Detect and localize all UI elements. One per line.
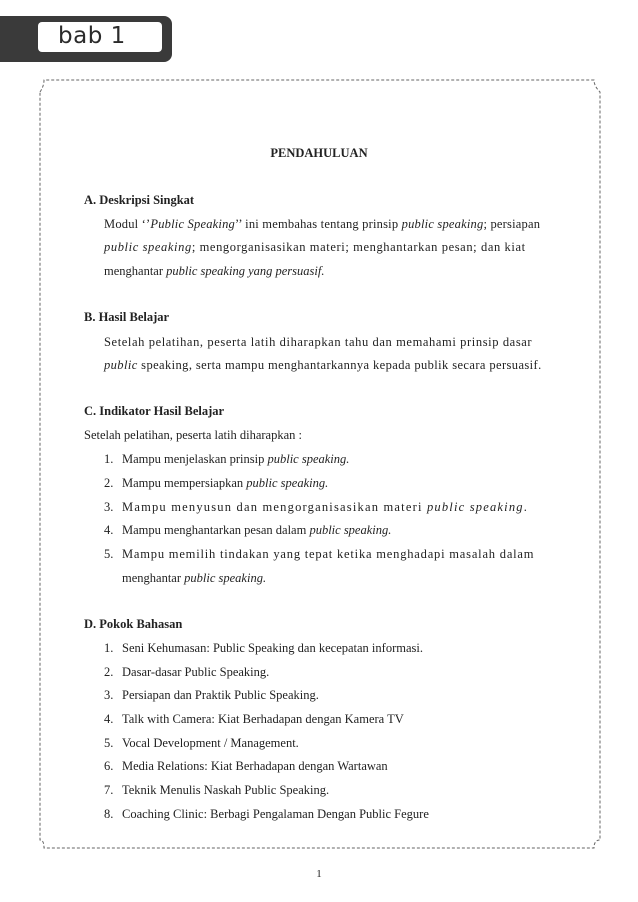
list-item-number: 6. [104,759,114,773]
list-item: Talk with Camera: Kiat Berhadapan dengan Kamera TV [122,712,404,726]
page-number: 1 [316,868,322,880]
list-item-number: 3. [104,688,114,702]
list-item-number: 4. [104,523,114,537]
list-item: Vocal Development / Management. [122,736,299,750]
section-c-heading: C. Indikator Hasil Belajar [84,404,225,418]
list-item-number: 2. [104,665,114,679]
list-item: Persiapan dan Praktik Public Speaking. [122,688,319,702]
section-c-intro: Setelah pelatihan, peserta latih diharapkan : [84,428,302,442]
list-item: Mampu menghantarkan pesan dalam public speaking. [122,523,392,537]
list-item: Mampu menyusun dan mengorganisasikan materi public speaking. [122,500,529,514]
list-item-number: 1. [104,641,114,655]
chapter-tab-label: bab 1 [58,23,126,49]
list-item: Mampu mempersiapkan public speaking. [122,476,329,490]
list-item-number: 5. [104,736,114,750]
list-item-number: 5. [104,547,114,561]
page-title: PENDAHULUAN [270,146,368,160]
section-b-line-2: public speaking, serta mampu menghantarkannya kepada publik secara persuasif. [104,358,542,372]
list-item-number: 7. [104,783,114,797]
section-d-heading: D. Pokok Bahasan [84,617,183,631]
list-item: Coaching Clinic: Berbagi Pengalaman Dengan Public Fegure [122,807,429,821]
list-item-number: 4. [104,712,114,726]
section-b-heading: B. Hasil Belajar [84,310,170,324]
list-item-continuation: menghantar public speaking. [122,571,267,585]
list-item-number: 3. [104,500,114,514]
list-item: Mampu memilih tindakan yang tepat ketika menghadapi masalah dalam [122,547,535,561]
section-b-line-1: Setelah pelatihan, peserta latih diharapkan tahu dan memahami prinsip dasar [104,335,533,349]
section-a-line-3: menghantar public speaking yang persuasif. [104,264,325,278]
list-item: Seni Kehumasan: Public Speaking dan kecepatan informasi. [122,641,423,655]
section-a-line-1: Modul ‘’Public Speaking’’ ini membahas tentang prinsip public speaking; persiapan [104,217,541,231]
list-item-number: 1. [104,452,114,466]
list-item-number: 2. [104,476,114,490]
list-item-number: 8. [104,807,114,821]
section-a-line-2: public speaking; mengorganisasikan materi; menghantarkan pesan; dan kiat [104,240,526,254]
list-item: Teknik Menulis Naskah Public Speaking. [122,783,330,797]
list-item: Mampu menjelaskan prinsip public speaking. [122,452,350,466]
section-a-heading: A. Deskripsi Singkat [84,193,195,207]
list-item: Media Relations: Kiat Berhadapan dengan Wartawan [122,759,388,773]
list-item: Dasar-dasar Public Speaking. [122,665,270,679]
